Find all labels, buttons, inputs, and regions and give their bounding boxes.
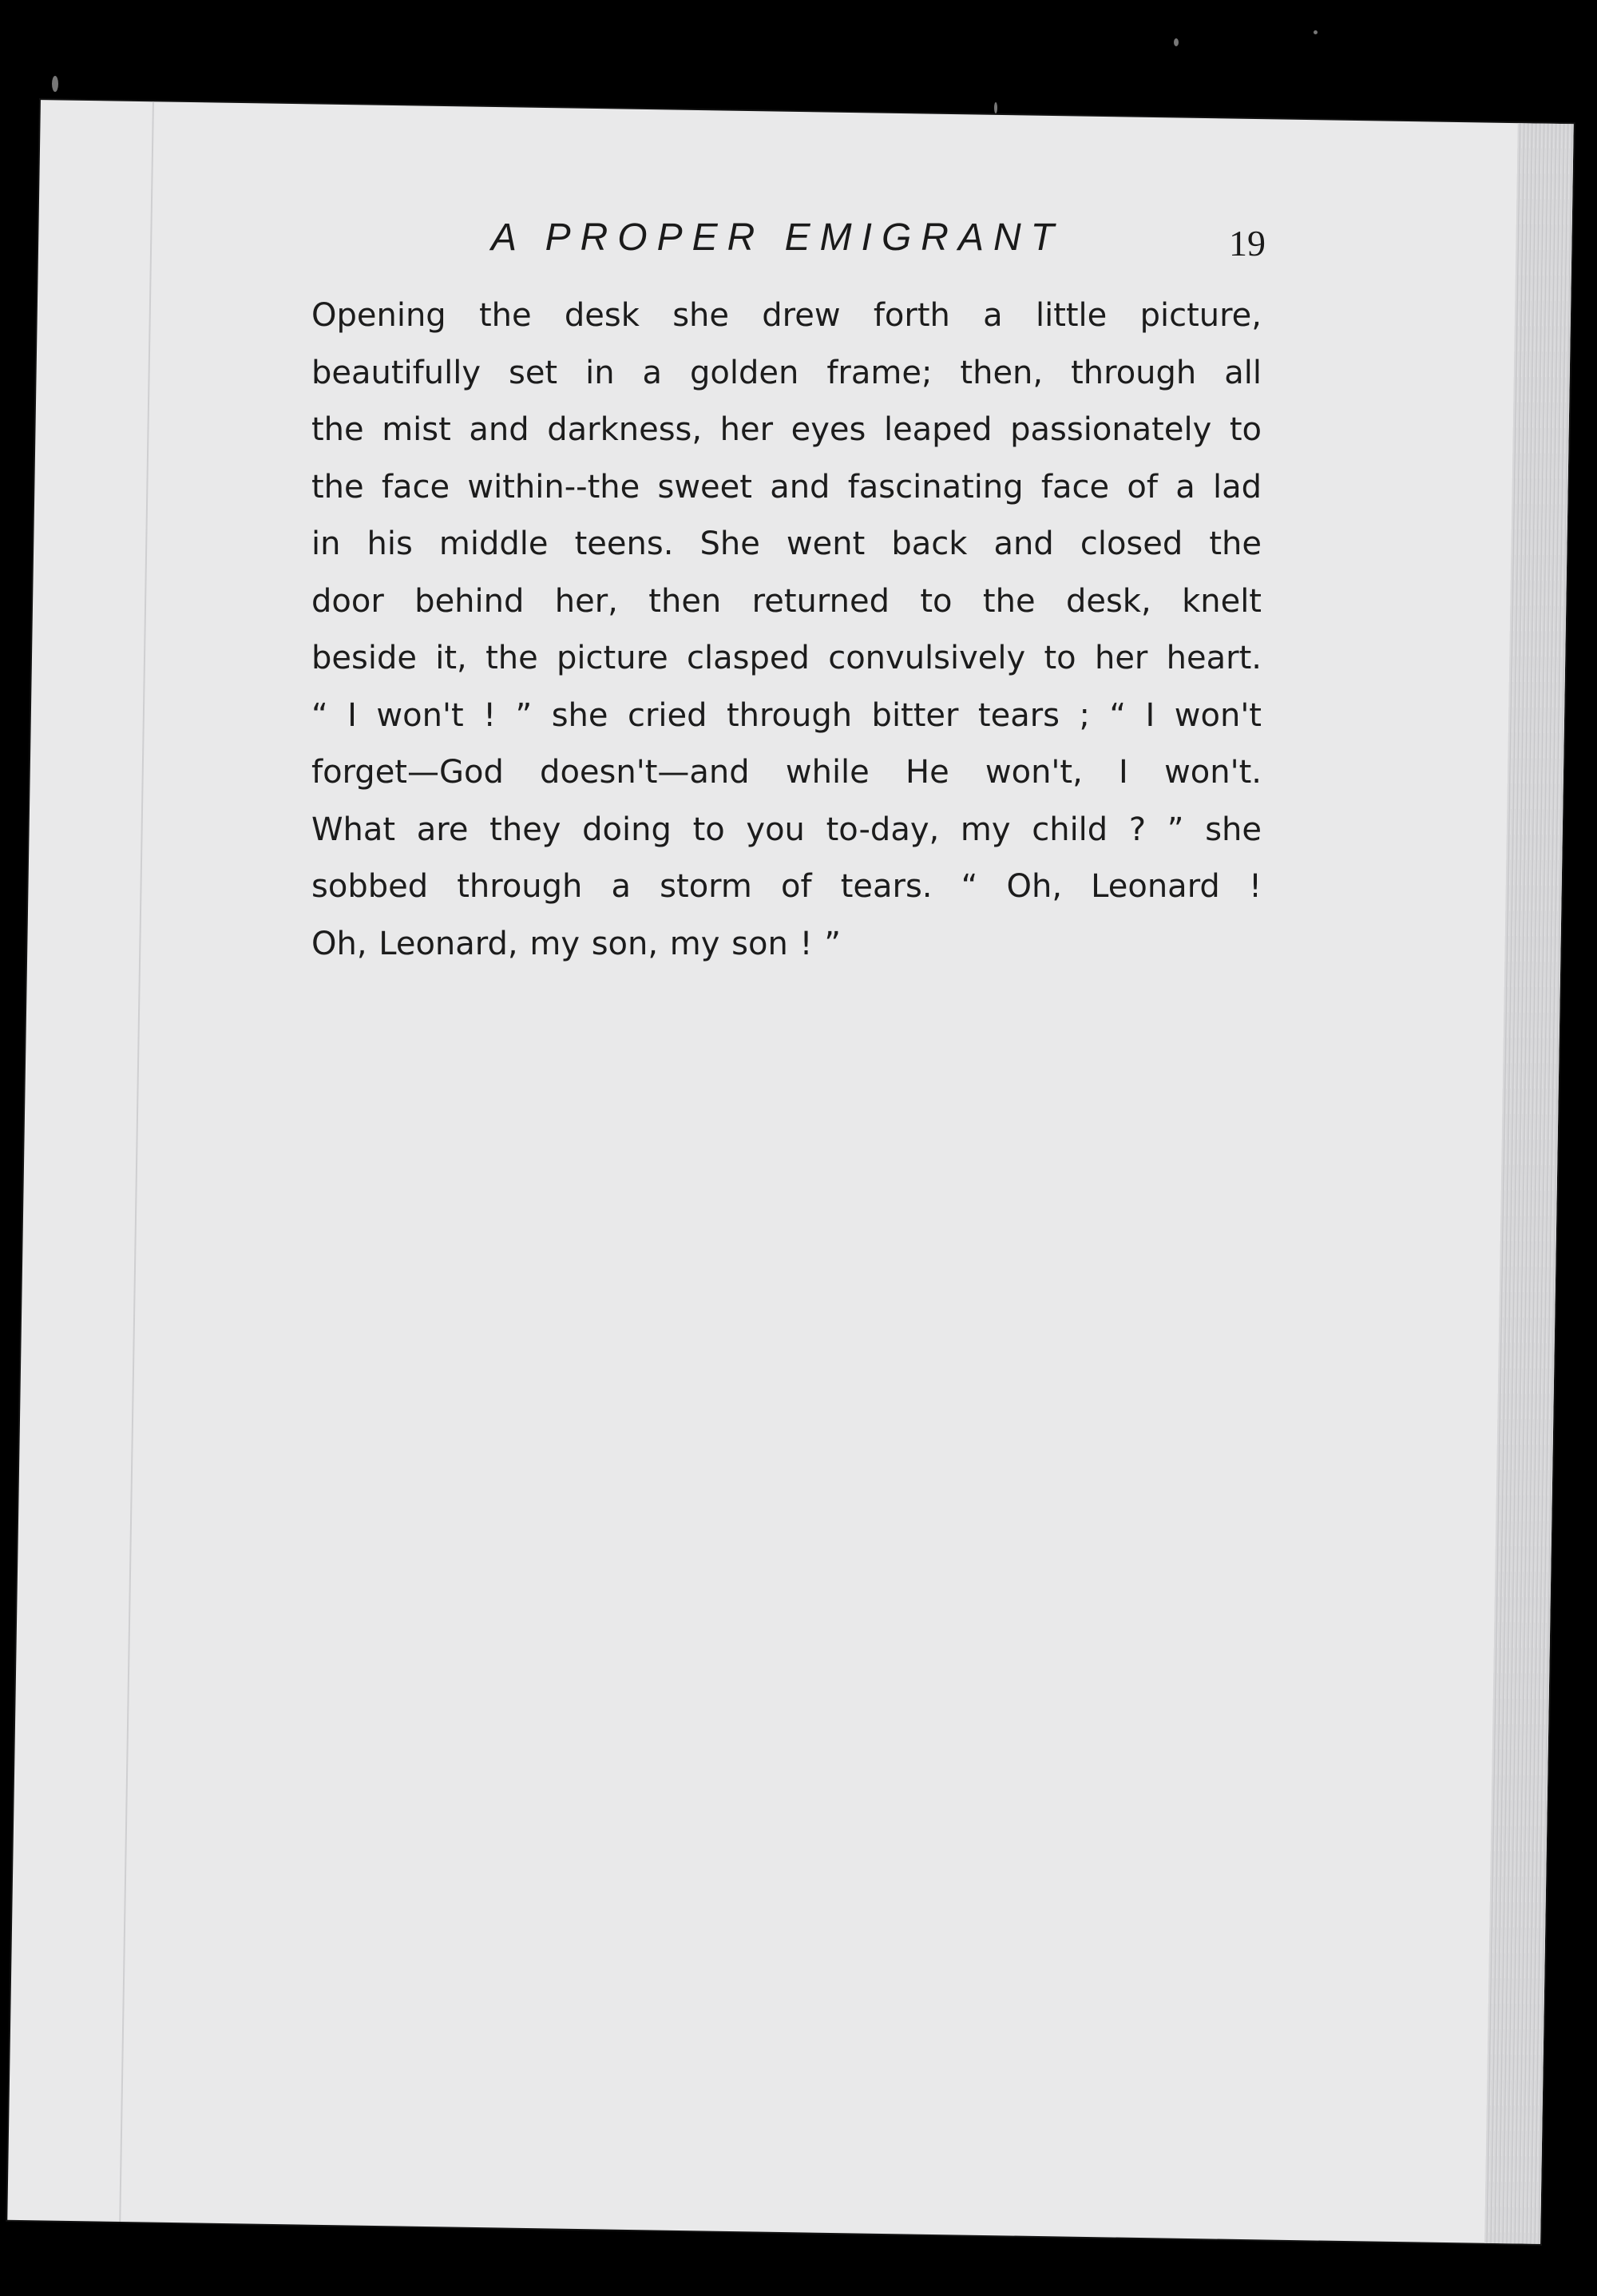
text-line: sobbed through a storm of tears. “ Oh, Leonard ! <box>311 868 1262 905</box>
text-line: Opening the desk she drew forth a little picture, <box>311 297 1262 334</box>
text-line: the mist and darkness, her eyes leaped passionately to <box>311 411 1262 448</box>
text-line: door behind her, then returned to the desk, knelt <box>311 582 1262 620</box>
text-line: beside it, the picture clasped convulsively to her heart. <box>311 640 1262 676</box>
scan-noise <box>0 0 1597 112</box>
dust-speck <box>1314 30 1318 34</box>
text-line: “ I won't ! ” she cried through bitter tears ; “ I won't <box>311 696 1262 734</box>
text-line: forget—God doesn't—and while He won't, I won't. <box>311 754 1262 791</box>
text-line: in his middle teens. She went back and closed the <box>311 525 1262 562</box>
dust-speck <box>1174 38 1179 46</box>
dust-speck <box>52 76 58 92</box>
running-head: A PROPER EMIGRANT <box>491 216 1064 259</box>
dust-speck <box>994 102 997 113</box>
page-edge-stack <box>1484 123 1574 2244</box>
text-line: the face within--the sweet and fascinating face of a lad <box>311 468 1262 506</box>
text-line: beautifully set in a golden frame; then, through all <box>311 354 1262 391</box>
text-line: What are they doing to you to-day, my child ? ” she <box>311 811 1262 848</box>
page-number: 19 <box>1229 223 1266 264</box>
body-text <box>311 287 1262 973</box>
page-header <box>319 216 1310 280</box>
text-line: Oh, Leonard, my son, my son ! ” <box>311 925 842 962</box>
page-gutter-line <box>119 101 154 2222</box>
